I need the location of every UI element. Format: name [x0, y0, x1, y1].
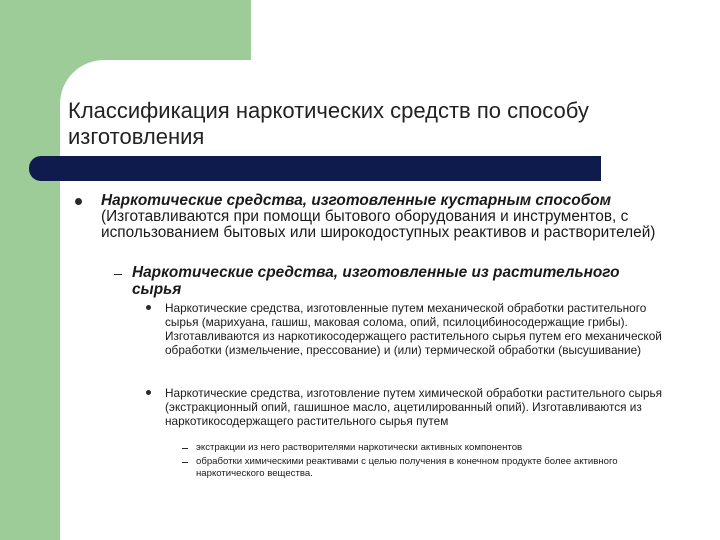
bullet-dot-icon: [75, 198, 82, 205]
title-divider-bar: [29, 156, 601, 181]
bullet-dash-icon: [182, 462, 188, 463]
list-item-level1: [101, 193, 691, 242]
list-item-level4: экстракции из него растворителями наркотически активных компонентов: [196, 442, 523, 453]
list-item-level4: обработки химическими реактивами с целью получения в конечном продукте более активного наркотического вещества.: [196, 456, 618, 479]
list-item-level3: Наркотические средства, изготовленные путем механической обработки растительного сырья (марихуана, гашиш, маковая солома, опий, псилоцибиносодержащие грибы). Изготавливаются из наркотикосодержащего растительного сырья путем его механической обработки (измельчение, прессование) и (или) термической обработки (высушивание): [165, 301, 662, 357]
list-item-level3: Наркотические средства, изготовление путем химической обработки растительного сырья (экстракционный опий, гашишное масло, ацетилированный опий). Изготавливаются из наркотикосодержащего растительного сырья путем: [165, 386, 663, 428]
bullet-dot-icon: [146, 390, 151, 395]
left-green-strip: [0, 0, 60, 540]
item-emphasis: Наркотические средства, изготовленные кустарным способом: [101, 192, 612, 209]
item-text: (Изготавливаются при помощи бытового оборудования и инструментов, с использованием бытовых или широкодоступных реактивов и растворителей): [101, 208, 656, 242]
bullet-dot-icon: [146, 305, 151, 310]
bullet-dash-icon: [114, 274, 122, 275]
slide-title: Классификация наркотических средств по способу изготовления: [68, 98, 589, 149]
list-item-level2: Наркотические средства, изготовленные из растительного сырья: [132, 264, 620, 298]
bullet-dash-icon: [182, 448, 188, 449]
